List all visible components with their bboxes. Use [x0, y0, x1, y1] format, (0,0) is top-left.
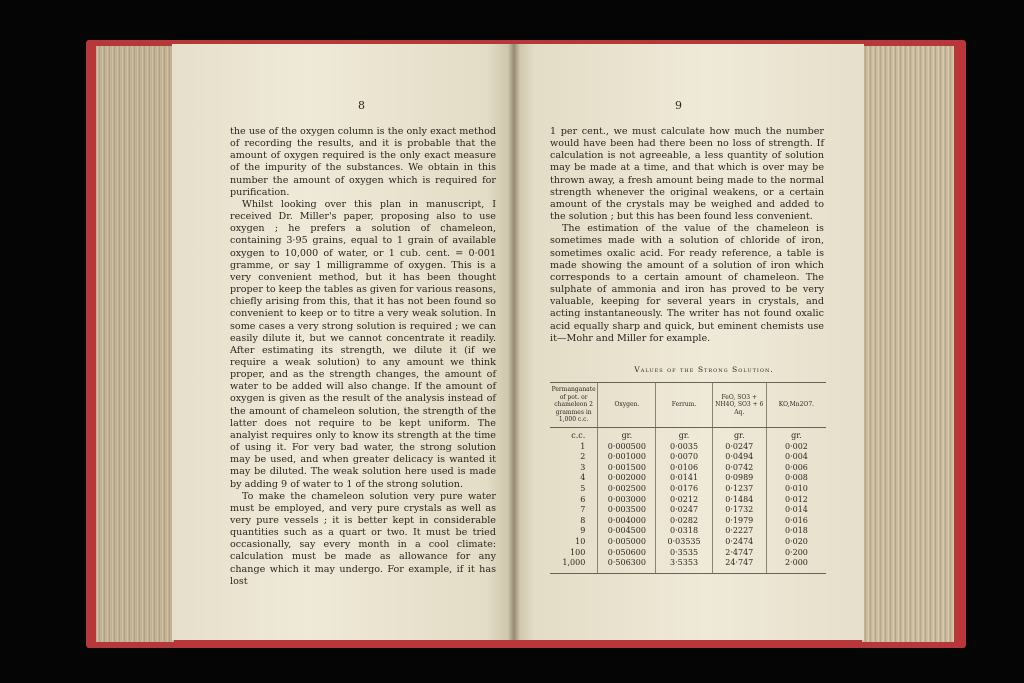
- column-header: Ferrum.: [656, 383, 712, 427]
- table-cell: 0·200: [784, 547, 808, 557]
- paragraph: Whilst looking over this plan in manuscript, I received Dr. Miller's paper, proposing also to use oxygen ; he prefers a solution of chameleon, containing 3·95 grains, equal to 1 grain of available oxygen to 10,000 of water, or 1 cub. cent. = 0·001 gramme, or say 1 milligramme of oxygen. This is a very convenient method, but it has been thought proper to keep the tables as given for various reasons, chiefly arising from this, that it has not been found so convenient to keep or to titre a very weak solution. In some cases a very strong solution is required ; we can easily dilute it, but we cannot concentrate it readily. After estimating its strength, we dilute it (if we require a weak solution) to any amount we think proper, and as the strength changes, the amount of water to be added will also change. If the amount of oxygen is given as the result of the analysis instead of the amount of chameleon solution, the strength of the latter does not require to be kept uniform. The analyist requires only to know its strength at the time of using it. For very bad water, the strong solution may be used, and when greater delicacy is wanted it may be diluted. The weak solution here used is made by adding 9 of water to 1 of the strong solution.: [230, 198, 496, 490]
- table-cell: 0·005000: [607, 536, 646, 546]
- table-cell: 0·003500: [607, 505, 646, 515]
- table-cell: 0·0176: [670, 483, 699, 493]
- table-cell: 0·001000: [607, 452, 646, 462]
- table-cell: 9: [580, 526, 586, 536]
- table-cell: 0·3535: [670, 547, 699, 557]
- table-cell: 0·0742: [725, 462, 754, 472]
- table-cell: 0·010: [784, 483, 808, 493]
- table-cell: 0·006: [784, 462, 808, 472]
- table-cell: 0·016: [784, 515, 808, 525]
- table-cell: 7: [580, 505, 586, 515]
- table-cell: 0·0989: [725, 473, 754, 483]
- table-cell: 2·000: [784, 558, 808, 568]
- table-column: [713, 428, 767, 573]
- right-page: [514, 44, 864, 640]
- table-cell: 8: [580, 515, 586, 525]
- column-header: FeO, SO3 + NH4O, SO3 + 6 Aq.: [713, 383, 767, 427]
- table-cell: 0·004500: [607, 526, 646, 536]
- unit-cell: c.c.: [571, 431, 586, 440]
- table-cell: 2: [580, 452, 586, 462]
- table-cell: 0·002: [784, 441, 808, 451]
- values-table: [550, 382, 826, 574]
- table-title: Values of the Strong Solution.: [634, 365, 774, 374]
- table-cell: 0·002500: [607, 483, 646, 493]
- table-cell: 0·0318: [670, 526, 699, 536]
- paragraph: 1 per cent., we must calculate how much the number would have been had there been no loss of strength. If calculation is not agreeable, a less quantity of solution may be made at a time, and that which is over may be thrown away, a fresh amount being made to the normal strength whenever the original weakens, or a certain amount of the crystals may be weighed and added to the solution ; but this has been found less convenient.: [550, 126, 824, 223]
- table-cell: 0·0070: [670, 452, 699, 462]
- table-column: [767, 428, 826, 573]
- table-cell: 0·020: [784, 536, 808, 546]
- table-cell: 0·018: [784, 526, 808, 536]
- table-cell: 1,000: [562, 558, 586, 568]
- unit-cell: gr.: [678, 431, 690, 440]
- table-cell: 0·014: [784, 505, 808, 515]
- table-cell: 0·2474: [725, 536, 754, 546]
- table-cell: 0·1979: [725, 515, 754, 525]
- left-page-text: [230, 126, 496, 588]
- table-header: [550, 383, 826, 428]
- table-cell: 100: [570, 547, 586, 557]
- table-cell: 3·5353: [670, 558, 699, 568]
- table-cell: 0·000500: [607, 441, 646, 451]
- left-page-number: 8: [358, 99, 365, 112]
- table-cell: 0·1237: [725, 483, 754, 493]
- table-cell: 0·0247: [670, 505, 699, 515]
- unit-cell: gr.: [791, 431, 802, 440]
- table-cell: 0·004: [784, 452, 808, 462]
- book-gutter: [508, 44, 520, 640]
- table-cell: 0·1484: [725, 494, 754, 504]
- table-cell: 10: [575, 536, 586, 546]
- table-cell: 0·004000: [607, 515, 646, 525]
- table-cell: 0·012: [784, 494, 808, 504]
- table-cell: 0·506300: [607, 558, 646, 568]
- table-cell: 0·003000: [607, 494, 646, 504]
- left-page-edges: [96, 46, 174, 642]
- table-cell: 0·1732: [725, 505, 754, 515]
- paragraph: the use of the oxygen column is the only exact method of recording the results, and it is probable that the amount of oxygen required is the only exact measure of the impurity of the substances. We obtain in this number the amount of oxygen which is required for purification.: [230, 126, 496, 198]
- table-cell: 5: [580, 483, 586, 493]
- table-cell: 0·0141: [670, 473, 699, 483]
- table-cell: 3: [580, 462, 586, 472]
- table-column: [550, 428, 598, 573]
- table-cell: 0·03535: [667, 536, 701, 546]
- table-cell: 0·0494: [725, 452, 754, 462]
- table-column: [598, 428, 656, 573]
- left-page: [172, 44, 514, 640]
- unit-cell: gr.: [621, 431, 633, 440]
- column-header: KO,Mn2O7.: [778, 401, 815, 409]
- table-cell: 6: [580, 494, 586, 504]
- table-cell: 0·002000: [607, 473, 646, 483]
- table-cell: 0·008: [784, 473, 808, 483]
- table-cell: 0·0035: [670, 441, 699, 451]
- table-cell: 0·0247: [725, 441, 754, 451]
- table-cell: 1: [580, 441, 586, 451]
- table-cell: 0·0282: [670, 515, 699, 525]
- right-page-edges: [862, 46, 954, 642]
- table-cell: 4: [580, 473, 586, 483]
- table-cell: 0·001500: [607, 462, 646, 472]
- paragraph: The estimation of the value of the chameleon is sometimes made with a solution of chloride of iron, sometimes oxalic acid. For ready reference, a table is made showing the amount of a solution of iron which corresponds to a certain amount of chameleon. The sulphate of ammonia and iron has proved to be very valuable, keeping for several years in crystals, and acting instantaneously. The writer has not found oxalic acid equally sharp and quick, but eminent chemists use it—Mohr and Miller for example.: [550, 223, 824, 344]
- table-body: [550, 428, 826, 573]
- right-page-text: [550, 126, 824, 345]
- unit-cell: gr.: [733, 431, 745, 440]
- column-header: Permanganate of pot. or chameleon 2 grammes in 1,000 c.c.: [550, 383, 598, 427]
- column-header: Oxygen.: [598, 383, 656, 427]
- table-cell: 2·4747: [725, 547, 754, 557]
- paragraph: To make the chameleon solution very pure water must be employed, and very pure crystals as well as very pure vessels ; it is better kept in considerable quantities such as a quart or two. It must be tried occasionally, say every month in a cool climate: calculation must be made as allowance for any change which it may undergo. For example, if it has lost: [230, 490, 496, 587]
- table-cell: 0·0106: [670, 462, 699, 472]
- table-cell: 24·747: [725, 558, 754, 568]
- table-cell: 0·050600: [607, 547, 646, 557]
- table-cell: 0·0212: [670, 494, 699, 504]
- table-cell: 0·2227: [725, 526, 754, 536]
- right-page-number: 9: [675, 99, 682, 112]
- table-column: [656, 428, 712, 573]
